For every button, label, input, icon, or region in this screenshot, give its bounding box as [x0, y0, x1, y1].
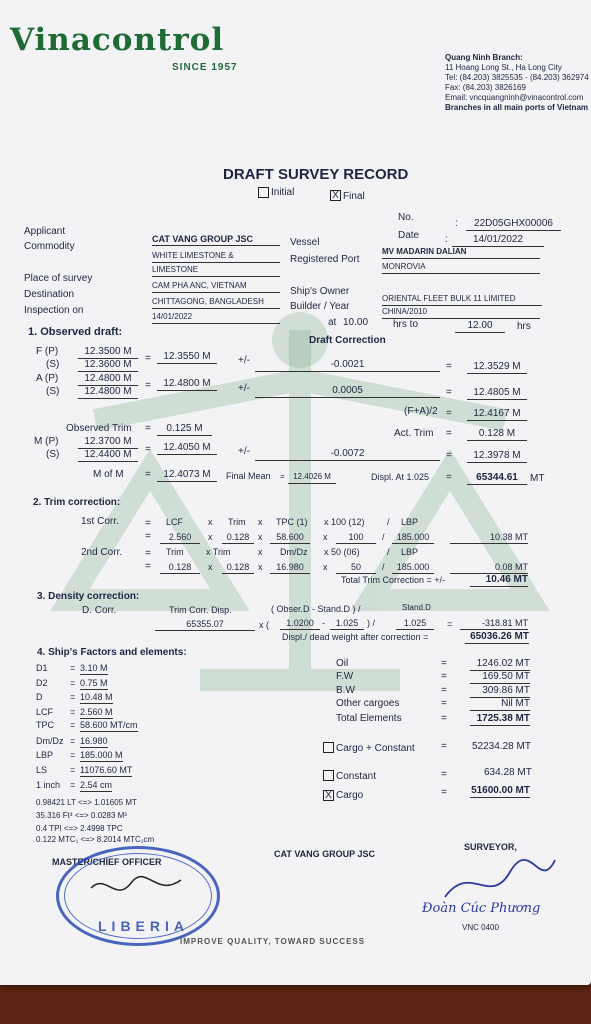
factor-value: 2.560 M — [80, 707, 113, 717]
element-key: F.W — [336, 671, 354, 682]
hrs-to-label: hrs to — [393, 319, 419, 330]
a-corr: 0.0005 — [255, 385, 440, 398]
m-mean: 12.4050 M — [157, 442, 217, 455]
trim-corr-2-eq: = — [145, 548, 151, 559]
displ-label: Displ. At 1.025 — [371, 472, 430, 482]
trim-h1-1: x — [208, 517, 213, 527]
observed-density: 1.0200 — [280, 617, 320, 630]
factor-value: 16.980 — [80, 736, 108, 746]
element-eq: = — [441, 698, 447, 709]
factor-eq: = — [70, 780, 76, 790]
a-eq: = — [145, 380, 151, 391]
time-from: 10.00 — [343, 317, 369, 328]
stamp-text: LIBERIA — [98, 918, 189, 934]
f-mean: 12.3550 M — [157, 351, 217, 364]
trim-corr-2-label: 2nd Corr. — [81, 547, 123, 558]
trim-v2-4: 16.980 — [270, 561, 310, 574]
trim-v1-7: / — [382, 532, 385, 542]
trim-v2-eq: = — [145, 561, 151, 572]
trim-v1-0: 2.560 — [160, 531, 200, 544]
no-colon: : — [455, 218, 458, 229]
applicant-label: Applicant — [24, 226, 66, 237]
place-label: Place of survey — [24, 273, 93, 284]
trim-v2-3: x — [258, 562, 263, 572]
inspection-label: Inspection on — [24, 305, 84, 316]
final-mean-value: 12.4026 M — [288, 471, 336, 484]
inspection-value: 14/01/2022 — [152, 311, 280, 324]
observed-trim-value: 0.125 M — [157, 423, 212, 436]
element-value: 169.50 MT — [470, 671, 530, 684]
factor-key: TPC — [36, 720, 54, 730]
factor-value: 0.75 M — [80, 678, 108, 688]
final-mean-eq: = — [280, 472, 285, 481]
trim-h2-5: / — [387, 547, 390, 557]
mofm-label: M of M — [93, 469, 124, 480]
trim-h2-4: x 50 (06) — [324, 547, 360, 557]
final-label: Final — [343, 191, 365, 202]
displ-unit: MT — [530, 473, 545, 484]
no-label: No. — [398, 212, 414, 223]
a-pm: +/- — [238, 383, 250, 394]
trim-v1-5: x — [323, 532, 328, 542]
factor-value: 10.48 M — [80, 692, 113, 702]
factor-eq: = — [70, 750, 76, 760]
displ-eq: = — [446, 472, 452, 483]
trim-v1-1: x — [208, 532, 213, 542]
act-trim-eq: = — [446, 428, 452, 439]
factor-value: 11076.60 MT — [80, 765, 133, 775]
date-label: Date — [398, 230, 420, 241]
at-label: at — [328, 317, 337, 328]
stand-d-label: Stand.D — [402, 603, 431, 612]
displ-value: 65344.61 — [467, 472, 527, 485]
trim-v2-2: 0.128 — [222, 561, 254, 574]
as-label: (S) — [46, 386, 60, 397]
draft-correction-title: Draft Correction — [309, 335, 386, 346]
cargo-constant-eq: = — [441, 741, 447, 752]
element-key: Other cargoes — [336, 698, 400, 709]
branch-fax: Fax: (84.203) 3826169 — [445, 83, 526, 92]
commodity-label: Commodity — [24, 241, 75, 252]
factor-key: D2 — [36, 678, 48, 688]
final-checkbox: X — [330, 190, 341, 201]
ms-label: (S) — [46, 449, 60, 460]
trim-v1-3: x — [258, 532, 263, 542]
trim-h1-3: x — [258, 517, 263, 527]
initial-label: Initial — [271, 187, 295, 198]
total-trim-label: Total Trim Correction = +/- — [341, 575, 446, 585]
cargo-checkbox: X — [323, 790, 334, 801]
fp-label: F (P) — [36, 346, 59, 357]
conversion-2: 35.316 Ft³ <=> 0.0283 M³ — [36, 811, 127, 820]
factor-key: LS — [36, 765, 48, 775]
act-trim-value: 0.128 M — [467, 428, 527, 441]
trim-v2-6: 50 — [336, 561, 376, 574]
trim-corr-disp-value: 65355.07 — [155, 618, 255, 631]
f-eq: = — [145, 353, 151, 364]
trim-v2-1: x — [208, 562, 213, 572]
element-key: Oil — [336, 658, 349, 669]
page-title: DRAFT SURVEY RECORD — [223, 166, 409, 183]
port-label: Registered Port — [290, 254, 360, 265]
standard-density-1: 1.025 — [330, 617, 364, 630]
cargo-value: 51600.00 MT — [471, 785, 530, 796]
constant-label: Constant — [336, 771, 377, 782]
commodity-value-2: LIMESTONE — [152, 264, 280, 277]
date-colon: : — [445, 234, 448, 245]
ms-value: 12.4400 M — [78, 449, 138, 462]
factor-key: LBP — [36, 750, 54, 760]
density-eq: = — [447, 619, 453, 629]
cargo-constant-value: 52234.28 MT — [472, 741, 531, 752]
vessel-value: MV MADARIN DALIAN — [382, 246, 540, 259]
factor-eq: = — [70, 707, 76, 717]
trim-v1-2: 0.128 — [222, 531, 254, 544]
company-logo: Vinacontrol — [10, 22, 225, 58]
trim-title: 2. Trim correction: — [33, 497, 121, 508]
owner-label: Ship's Owner — [290, 286, 350, 297]
cargo-eq: = — [441, 787, 447, 798]
factor-eq: = — [70, 663, 76, 673]
factor-key: D — [36, 692, 43, 702]
factor-eq: = — [70, 720, 76, 730]
trim-v2-7: / — [382, 562, 385, 572]
mp-value: 12.3700 M — [78, 436, 138, 449]
trim-v1-4: 58.600 — [270, 531, 310, 544]
branch-tel: Tel: (84.203) 3825535 - (84.203) 362974 — [445, 73, 589, 82]
conversion-4: 0.122 MTC₁ <=> 8.2014 MTC₁cm — [36, 835, 155, 844]
element-eq: = — [441, 685, 447, 696]
cargo-label: Cargo — [336, 790, 364, 801]
element-value: Nil MT — [470, 698, 530, 711]
trim-v2-0: 0.128 — [160, 561, 200, 574]
trim-result-1: 10.38 MT — [450, 531, 528, 544]
trim-h1-4: TPC (1) — [276, 517, 308, 527]
density-close: ) / — [367, 618, 375, 628]
element-eq: = — [441, 658, 447, 669]
element-key: B.W — [336, 685, 355, 696]
standard-density-2: 1.025 — [396, 617, 434, 630]
trim-h2-3: Dm/Dz — [280, 547, 308, 557]
factor-eq: = — [70, 736, 76, 746]
f-result: 12.3529 M — [467, 361, 527, 374]
factor-eq: = — [70, 692, 76, 702]
f-res-eq: = — [446, 361, 452, 372]
trim-h1-7: LBP — [401, 517, 419, 527]
hrs-label: hrs — [517, 321, 531, 332]
owner-value: ORIENTAL FLEET BULK 11 LIMITED — [382, 293, 542, 306]
trim-result-2: 0.08 MT — [450, 561, 528, 574]
trim-v2-8: 185.000 — [392, 561, 434, 574]
time-to: 12.00 — [455, 320, 505, 333]
mofm-value: 12.4073 M — [157, 469, 217, 482]
a-res-eq: = — [446, 387, 452, 398]
fa2-eq: = — [446, 408, 452, 419]
master-label: MASTER/CHIEF OFFICER — [52, 857, 162, 867]
factor-key: D1 — [36, 663, 48, 673]
ap-value: 12.4800 M — [78, 373, 138, 386]
observed-draft-title: 1. Observed draft: — [28, 326, 123, 338]
builder-label: Builder / Year — [290, 301, 350, 312]
fa2-value: 12.4167 M — [467, 408, 527, 421]
conversion-3: 0.4 TPI <=> 2.4998 TPC — [36, 824, 123, 833]
cargo-constant-checkbox — [323, 742, 334, 753]
fs-value: 12.3600 M — [78, 359, 138, 372]
trim-corr-disp-label: Trim Corr. Disp. — [169, 605, 232, 615]
m-eq: = — [145, 444, 151, 455]
density-minus: - — [322, 618, 325, 628]
footer-slogan: IMPROVE QUALITY, TOWARD SUCCESS — [180, 937, 366, 946]
company-since: SINCE 1957 — [172, 62, 238, 73]
element-value: 1246.02 MT — [470, 658, 530, 671]
trim-h1-2: Trim — [228, 517, 246, 527]
displ-after-label: Displ./ dead weight after correction = — [282, 632, 429, 642]
constant-eq: = — [441, 769, 447, 780]
f-pm: +/- — [238, 355, 250, 366]
displ-after-value: 65036.26 MT — [465, 631, 529, 644]
mp-label: M (P) — [34, 436, 59, 447]
factor-value: 58.600 MT/cm — [80, 720, 138, 730]
f-corr: -0.0021 — [255, 359, 440, 372]
fa2-label: (F+A)/2 — [404, 406, 438, 417]
factor-key: Dm/Dz — [36, 736, 64, 746]
applicant-value: CAT VANG GROUP JSC — [152, 233, 280, 246]
element-key: Total Elements — [336, 713, 402, 724]
branch-note: Branches in all main ports of Vietnam — [445, 103, 588, 112]
commodity-value-1: WHITE LIMESTONE & — [152, 250, 280, 263]
factor-eq: = — [70, 765, 76, 775]
trim-h2-6: LBP — [401, 547, 419, 557]
m-pm: +/- — [238, 446, 250, 457]
destination-value: CHITTAGONG, BANGLADESH — [152, 296, 280, 309]
constant-value: 634.28 MT — [484, 767, 532, 778]
fp-value: 12.3500 M — [78, 346, 138, 359]
trim-v1-8: 185.000 — [392, 531, 434, 544]
no-value: 22D05GHX00006 — [466, 218, 561, 231]
m-corr: -0.0072 — [255, 448, 440, 461]
element-eq: = — [441, 713, 447, 724]
element-eq: = — [441, 671, 447, 682]
branch-name: Quang Ninh Branch: — [445, 53, 523, 62]
as-value: 12.4800 M — [78, 386, 138, 399]
density-formula: ( Obser.D - Stand.D ) / — [271, 604, 361, 614]
trim-h2-2: x — [258, 547, 263, 557]
density-title: 3. Density correction: — [37, 591, 140, 602]
builder-value: CHINA/2010 — [382, 306, 540, 319]
factor-key: 1 inch — [36, 780, 61, 790]
branch-address: 11 Hoang Long St., Ha Long City — [445, 63, 562, 72]
observed-trim-label: Observed Trim — [66, 423, 132, 434]
a-mean: 12.4800 M — [157, 378, 217, 391]
destination-label: Destination — [24, 289, 75, 300]
surveyor-name: Đoàn Cúc Phương — [422, 901, 541, 916]
ap-label: A (P) — [36, 373, 59, 384]
factors-title: 4. Ship's Factors and elements: — [37, 647, 187, 658]
trim-corr-1-label: 1st Corr. — [81, 516, 119, 527]
trim-h1-6: / — [387, 517, 390, 527]
ot-eq: = — [145, 423, 151, 434]
a-result: 12.4805 M — [467, 387, 527, 400]
fs-label: (S) — [46, 359, 60, 370]
factor-value: 3.10 M — [80, 663, 108, 673]
master-signature — [86, 868, 186, 908]
factor-value: 2.54 cm — [80, 780, 113, 790]
trim-v1-6: 100 — [336, 531, 376, 544]
port-value: MONROVIA — [382, 261, 540, 274]
m-res-eq: = — [446, 450, 452, 461]
trim-h1-0: LCF — [166, 517, 184, 527]
constant-checkbox — [323, 770, 334, 781]
trim-h1-5: x 100 (12) — [324, 517, 365, 527]
conversion-1: 0.98421 LT <=> 1.01605 MT — [36, 798, 137, 807]
density-x: x ( — [259, 620, 269, 630]
party-label: CAT VANG GROUP JSC — [274, 849, 376, 859]
mofm-eq: = — [145, 469, 151, 480]
date-value: 14/01/2022 — [452, 234, 544, 247]
act-trim-label: Act. Trim — [394, 428, 434, 439]
element-value: 1725.38 MT — [470, 713, 530, 726]
factor-key: LCF — [36, 707, 54, 717]
total-trim-value: 10.46 MT — [470, 574, 528, 587]
trim-corr-1-eq: = — [145, 518, 151, 529]
vessel-label: Vessel — [290, 237, 320, 248]
element-value: 309.86 MT — [470, 685, 530, 698]
factor-value: 185.000 M — [80, 750, 123, 760]
trim-v1-eq: = — [145, 531, 151, 542]
surveyor-code: VNC 0400 — [462, 923, 499, 932]
factor-eq: = — [70, 678, 76, 688]
trim-h2-0: Trim — [166, 547, 184, 557]
trim-v2-5: x — [323, 562, 328, 572]
final-mean-label: Final Mean — [226, 471, 271, 481]
trim-h2-1: x Trim — [206, 547, 231, 557]
m-result: 12.3978 M — [467, 450, 527, 463]
surveyor-label: SURVEYOR, — [464, 842, 517, 852]
density-dcorr-label: D. Corr. — [82, 605, 117, 616]
place-value: CAM PHA ANC, VIETNAM — [152, 280, 280, 293]
density-result: -318.81 MT — [460, 617, 528, 630]
cargo-constant-label: Cargo + Constant — [336, 743, 415, 754]
branch-email: Email: vncquangninh@vinacontrol.com — [445, 93, 584, 102]
initial-checkbox — [258, 187, 269, 198]
